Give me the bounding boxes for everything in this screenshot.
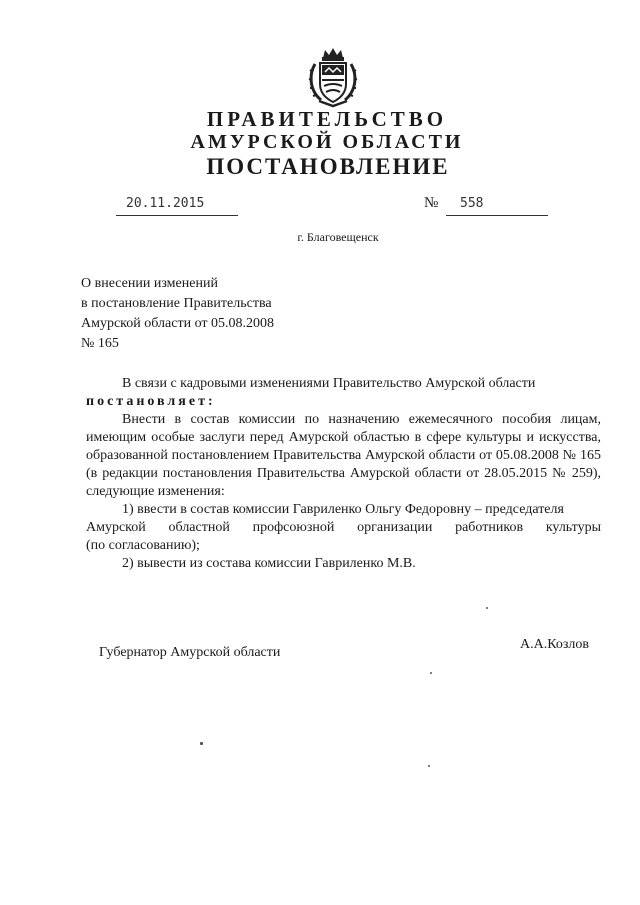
amur-region-coat-of-arms-icon bbox=[305, 44, 361, 108]
subject-line: Амурской области от 05.08.2008 bbox=[81, 316, 274, 331]
subject-block bbox=[81, 274, 341, 354]
header-doc-type: ПОСТАНОВЛЕНИЕ bbox=[206, 154, 450, 179]
number-value: 558 bbox=[460, 196, 484, 211]
city-label: г. Благовещенск bbox=[297, 230, 379, 244]
date-field bbox=[116, 195, 238, 216]
subject-line: в постановление Правительства bbox=[81, 296, 272, 311]
scan-speck bbox=[486, 607, 488, 609]
header-region: АМУРСКОЙ ОБЛАСТИ bbox=[190, 131, 464, 153]
decree-word: постановляет: bbox=[86, 394, 216, 409]
header-government: ПРАВИТЕЛЬСТВО bbox=[206, 107, 448, 131]
paragraph-1: Внести в состав комиссии по назначению ежемесячного пособия лицам, имеющим особые заслуги перед Амурской областью в сфере культуры и искусства, образованной постановлением Правительства Амурской области от 05.08.2008 № 165 (в редакции постановления Правительства Амурской области от 28.05.2015 № 259), следующие изменения: bbox=[86, 412, 601, 499]
subject-line: № 165 bbox=[81, 336, 119, 351]
signatory-title: Губернатор Амурской области bbox=[99, 645, 281, 660]
item-2: 2) вывести из состава комиссии Гавриленко М.В. bbox=[122, 556, 416, 571]
document-body bbox=[86, 375, 601, 573]
date-value: 20.11.2015 bbox=[126, 196, 205, 211]
number-field bbox=[446, 195, 548, 216]
subject-line: О внесении изменений bbox=[81, 276, 218, 291]
number-sign: № bbox=[424, 195, 439, 211]
item-1-line-3: (по согласованию); bbox=[86, 538, 200, 553]
scan-speck bbox=[428, 765, 430, 767]
signatory-name: А.А.Козлов bbox=[520, 637, 589, 652]
intro-paragraph: В связи с кадровыми изменениями Правительство Амурской области bbox=[122, 376, 536, 391]
item-1-line-1: 1) ввести в состав комиссии Гавриленко Ольгу Федоровну – председателя bbox=[122, 502, 564, 517]
item-1-line-2: Амурской областной профсоюзной организации работников культуры bbox=[86, 520, 601, 535]
scan-speck bbox=[430, 672, 432, 674]
scan-speck bbox=[200, 742, 203, 745]
